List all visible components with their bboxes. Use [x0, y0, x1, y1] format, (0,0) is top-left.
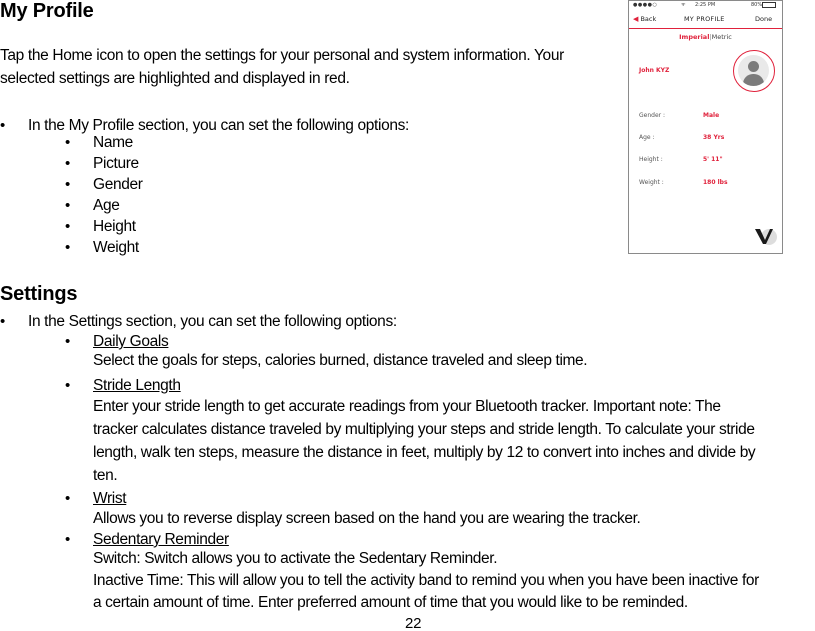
weight-label: Weight :: [639, 179, 664, 186]
page-number: 22: [405, 615, 422, 631]
sedentary-reminder-desc: [93, 548, 815, 614]
gender-label: Gender :: [639, 112, 666, 119]
desc-line: Select the goals for steps, calories burned, distance traveled and sleep time.: [93, 352, 588, 369]
battery-percent: 80%: [751, 2, 763, 8]
desc-line: Inactive Time: This will allow you to tell the activity band to remind you when you have been inactive for: [93, 572, 759, 589]
nav-divider: [629, 28, 782, 29]
brand-logo-icon: [753, 225, 779, 247]
bullet-dot: •: [65, 134, 71, 151]
avatar[interactable]: [733, 50, 775, 92]
bullet-dot: •: [65, 218, 71, 235]
page-title: My Profile: [0, 0, 94, 22]
unit-separator: |: [709, 33, 712, 41]
list-item: Gender: [93, 176, 143, 193]
signal-icon: ●●●●○: [633, 2, 658, 8]
bullet-dot: •: [65, 155, 71, 172]
bullet-dot: •: [65, 176, 71, 193]
desc-line: ten.: [93, 467, 118, 484]
stride-length-title: Stride Length: [93, 377, 181, 394]
status-time: 2:25 PM: [695, 2, 716, 8]
done-button[interactable]: Done: [755, 15, 773, 23]
desc-line: Allows you to reverse display screen based on the hand you are wearing the tracker.: [93, 510, 641, 527]
bullet-dot: •: [0, 313, 6, 330]
bullet-dot: •: [65, 490, 71, 507]
height-value[interactable]: 5' 11": [703, 156, 723, 163]
gender-value[interactable]: Male: [703, 112, 720, 119]
profile-name[interactable]: John KYZ: [639, 67, 670, 74]
desc-line: a certain amount of time. Enter preferred amount of time that you would like to be reminded.: [93, 594, 688, 611]
profile-bullet: In the My Profile section, you can set the following options:: [28, 117, 410, 134]
battery-icon: [762, 2, 776, 8]
nav-title: MY PROFILE: [684, 15, 725, 23]
imperial-option[interactable]: Imperial: [679, 33, 710, 41]
weight-value[interactable]: 180 lbs: [703, 179, 728, 186]
wrist-desc: [93, 508, 815, 529]
list-item: Age: [93, 197, 120, 214]
daily-goals-desc: [93, 350, 815, 371]
avatar-body: [743, 74, 764, 86]
wrist-title: Wrist: [93, 490, 127, 507]
bullet-dot: •: [65, 531, 71, 548]
nav-bar: [629, 13, 782, 27]
desc-line: Enter your stride length to get accurate readings from your Bluetooth tracker. Important note: The: [93, 398, 721, 415]
daily-goals-title: Daily Goals: [93, 333, 169, 350]
avatar-icon: [738, 55, 769, 86]
back-arrow-icon: ◀: [633, 15, 639, 23]
desc-line: tracker calculates distance traveled by multiplying your steps and stride length. To calculate your stride: [93, 421, 755, 438]
phone-screenshot: [628, 0, 783, 254]
intro-text: [0, 44, 612, 90]
settings-bullet: In the Settings section, you can set the following options:: [28, 313, 397, 330]
list-item: Height: [93, 218, 136, 235]
avatar-head: [748, 61, 759, 72]
bullet-dot: •: [65, 239, 71, 256]
desc-line: length, walk ten steps, measure the distance in feet, multiply by 12 to convert into inches and divide by: [93, 444, 756, 461]
list-item: Weight: [93, 239, 139, 256]
bullet-dot: •: [65, 197, 71, 214]
bullet-dot: •: [65, 333, 71, 350]
back-button[interactable]: [633, 15, 656, 23]
bullet-dot: •: [0, 117, 6, 134]
status-bar: [629, 1, 782, 10]
intro-line: Tap the Home icon to open the settings for your personal and system information. Your: [0, 47, 564, 64]
desc-line: Switch: Switch allows you to activate the Sedentary Reminder.: [93, 550, 498, 567]
age-label: Age :: [639, 134, 655, 141]
bullet-dot: •: [65, 377, 71, 394]
sedentary-reminder-title: Sedentary Reminder: [93, 531, 229, 548]
back-label: Back: [640, 15, 657, 23]
metric-option[interactable]: Metric: [711, 33, 732, 41]
list-item: Name: [93, 134, 133, 151]
age-value[interactable]: 38 Yrs: [703, 134, 725, 141]
stride-length-desc: [93, 395, 815, 487]
settings-heading: Settings: [0, 283, 78, 305]
intro-line: selected settings are highlighted and displayed in red.: [0, 70, 350, 87]
wifi-icon: ᯤ: [681, 2, 686, 8]
height-label: Height :: [639, 156, 663, 163]
unit-toggle[interactable]: [629, 33, 782, 41]
list-item: Picture: [93, 155, 139, 172]
